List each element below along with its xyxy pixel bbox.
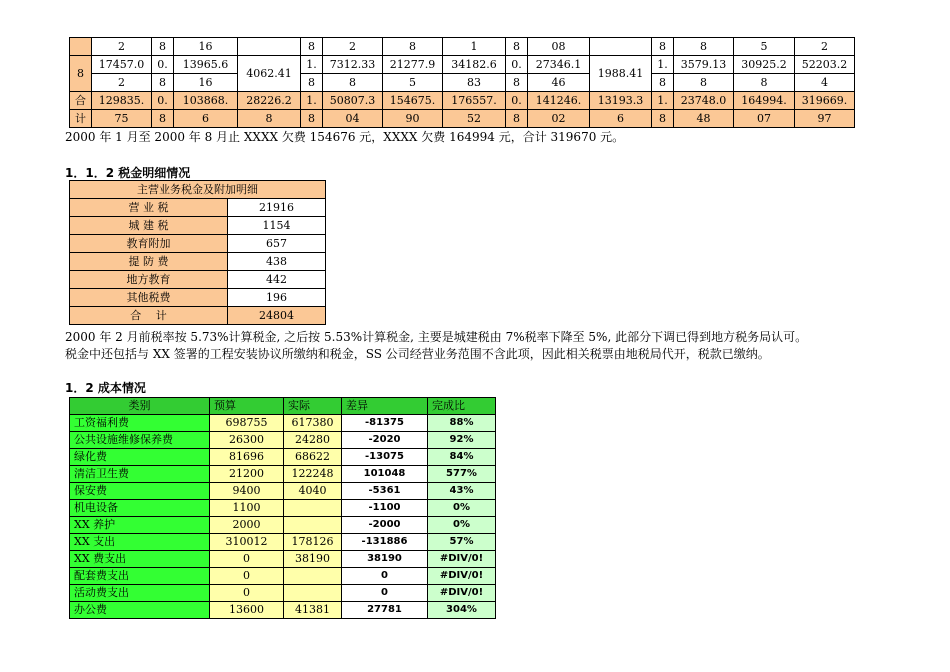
arrears-cell: 8 bbox=[506, 38, 528, 56]
cost-row bbox=[70, 568, 496, 585]
arrears-cell: 1. bbox=[652, 56, 674, 74]
arrears-cell: 4062.41 bbox=[238, 56, 301, 92]
cost-category: 保安费 bbox=[70, 483, 210, 500]
arrears-cell: 154675. bbox=[383, 92, 443, 110]
cost-row bbox=[70, 534, 496, 551]
arrears-cell: 5 bbox=[734, 38, 795, 56]
cost-cell bbox=[284, 517, 342, 534]
arrears-cell: 52203.2 bbox=[795, 56, 855, 74]
arrears-cell: 8 bbox=[652, 38, 674, 56]
cost-cell: 27781 bbox=[342, 602, 428, 619]
tax-row bbox=[70, 235, 326, 253]
arrears-cell: 0. bbox=[506, 56, 528, 74]
cost-cell: 0% bbox=[428, 500, 496, 517]
cost-cell: 38190 bbox=[284, 551, 342, 568]
cost-category: 公共设施维修保养费 bbox=[70, 432, 210, 449]
cost-cell: 0 bbox=[342, 568, 428, 585]
arrears-cell: 04 bbox=[323, 110, 383, 128]
arrears-cell: 1 bbox=[443, 38, 506, 56]
tax-row bbox=[70, 217, 326, 235]
cost-cell: 84% bbox=[428, 449, 496, 466]
arrears-cell: 8 bbox=[506, 110, 528, 128]
cost-category: 配套费支出 bbox=[70, 568, 210, 585]
cost-row bbox=[70, 449, 496, 466]
cost-cell bbox=[284, 585, 342, 602]
arrears-cell: 319669. bbox=[795, 92, 855, 110]
arrears-cell: 129835. bbox=[92, 92, 152, 110]
cost-cell: -2000 bbox=[342, 517, 428, 534]
tax-label: 教育附加 bbox=[70, 235, 228, 253]
cost-cell: 41381 bbox=[284, 602, 342, 619]
cost-row bbox=[70, 415, 496, 432]
tax-row bbox=[70, 199, 326, 217]
arrears-cell: 48 bbox=[674, 110, 734, 128]
cost-cell: 0 bbox=[210, 551, 284, 568]
arrears-cell: 8 bbox=[152, 110, 174, 128]
arrears-cell: 8 bbox=[301, 110, 323, 128]
arrears-cell: 90 bbox=[383, 110, 443, 128]
arrears-cell: 0. bbox=[152, 92, 174, 110]
cost-row bbox=[70, 602, 496, 619]
cost-header-cell: 差异 bbox=[342, 398, 428, 415]
tax-value: 657 bbox=[228, 235, 326, 253]
cost-cell: 0 bbox=[210, 568, 284, 585]
arrears-cell: 8 bbox=[70, 56, 92, 92]
arrears-cell: 合 bbox=[70, 92, 92, 110]
arrears-cell: 8 bbox=[301, 38, 323, 56]
arrears-cell: 21277.9 bbox=[383, 56, 443, 74]
arrears-cell: 1. bbox=[652, 92, 674, 110]
arrears-cell: 52 bbox=[443, 110, 506, 128]
arrears-cell: 27346.1 bbox=[528, 56, 590, 74]
cost-category: XX 养护 bbox=[70, 517, 210, 534]
arrears-cell: 13965.6 bbox=[174, 56, 238, 74]
cost-category: 工资福利费 bbox=[70, 415, 210, 432]
arrears-cell: 16 bbox=[174, 74, 238, 92]
arrears-cell: 13193.3 bbox=[590, 92, 652, 110]
cost-row bbox=[70, 585, 496, 602]
arrears-cell: 8 bbox=[506, 74, 528, 92]
arrears-cell: 103868. bbox=[174, 92, 238, 110]
tax-note-agreement: 税金中还包括与 XX 签署的工程安装协议所缴纳和税金，SS 公司经营业务范围不含此项，因此相关税票由地税局代开，税款已缴纳。 bbox=[65, 347, 770, 361]
cost-cell: #DIV/0! bbox=[428, 551, 496, 568]
cost-cell: 57% bbox=[428, 534, 496, 551]
arrears-cell: 2 bbox=[323, 38, 383, 56]
arrears-cell: 83 bbox=[443, 74, 506, 92]
arrears-cell: 8 bbox=[152, 74, 174, 92]
tax-label: 合 计 bbox=[70, 307, 228, 325]
cost-category: 清洁卫生费 bbox=[70, 466, 210, 483]
arrears-cell: 5 bbox=[383, 74, 443, 92]
cost-category: 绿化费 bbox=[70, 449, 210, 466]
arrears-cell bbox=[590, 38, 652, 56]
cost-cell: -5361 bbox=[342, 483, 428, 500]
cost-cell: 81696 bbox=[210, 449, 284, 466]
tax-value: 442 bbox=[228, 271, 326, 289]
tax-label: 其他税费 bbox=[70, 289, 228, 307]
cost-cell: -1100 bbox=[342, 500, 428, 517]
arrears-cell: 8 bbox=[674, 74, 734, 92]
tax-row bbox=[70, 271, 326, 289]
cost-cell bbox=[284, 568, 342, 585]
arrears-cell: 6 bbox=[174, 110, 238, 128]
arrears-cell bbox=[70, 38, 92, 56]
arrears-cell: 8 bbox=[734, 74, 795, 92]
arrears-cell: 1988.41 bbox=[590, 56, 652, 92]
fee-arrears-table bbox=[69, 37, 855, 128]
cost-cell: 0% bbox=[428, 517, 496, 534]
cost-cell: 122248 bbox=[284, 466, 342, 483]
cost-cell: 24280 bbox=[284, 432, 342, 449]
cost-cell: 310012 bbox=[210, 534, 284, 551]
cost-cell: 43% bbox=[428, 483, 496, 500]
cost-cell: -131886 bbox=[342, 534, 428, 551]
arrears-cell: 2 bbox=[92, 74, 152, 92]
arrears-cell: 75 bbox=[92, 110, 152, 128]
arrears-cell: 0. bbox=[506, 92, 528, 110]
tax-label: 提 防 费 bbox=[70, 253, 228, 271]
cost-category: 活动费支出 bbox=[70, 585, 210, 602]
arrears-cell: 07 bbox=[734, 110, 795, 128]
arrears-cell: 1. bbox=[301, 92, 323, 110]
tax-value: 24804 bbox=[228, 307, 326, 325]
arrears-cell: 46 bbox=[528, 74, 590, 92]
cost-cell: 13600 bbox=[210, 602, 284, 619]
tax-label: 地方教育 bbox=[70, 271, 228, 289]
tax-detail-table bbox=[69, 180, 326, 325]
tax-value: 196 bbox=[228, 289, 326, 307]
cost-cell: -81375 bbox=[342, 415, 428, 432]
arrears-cell: 97 bbox=[795, 110, 855, 128]
arrears-cell: 164994. bbox=[734, 92, 795, 110]
arrears-row bbox=[70, 38, 855, 56]
arrears-cell: 8 bbox=[323, 74, 383, 92]
arrears-cell: 8 bbox=[152, 38, 174, 56]
tax-label: 城 建 税 bbox=[70, 217, 228, 235]
cost-section-heading: 1．2 成本情况 bbox=[65, 381, 146, 395]
arrears-cell: 50807.3 bbox=[323, 92, 383, 110]
cost-header-cell: 实际 bbox=[284, 398, 342, 415]
cost-category: 办公费 bbox=[70, 602, 210, 619]
cost-cell: 9400 bbox=[210, 483, 284, 500]
cost-cell: 577% bbox=[428, 466, 496, 483]
arrears-cell: 2 bbox=[92, 38, 152, 56]
tax-value: 1154 bbox=[228, 217, 326, 235]
arrears-cell: 计 bbox=[70, 110, 92, 128]
arrears-row bbox=[70, 110, 855, 128]
cost-category: 机电设备 bbox=[70, 500, 210, 517]
arrears-cell: 0. bbox=[152, 56, 174, 74]
arrears-cell bbox=[238, 38, 301, 56]
cost-cell: 92% bbox=[428, 432, 496, 449]
cost-row bbox=[70, 432, 496, 449]
cost-cell: 617380 bbox=[284, 415, 342, 432]
cost-cell: 38190 bbox=[342, 551, 428, 568]
cost-cell: 1100 bbox=[210, 500, 284, 517]
tax-value: 438 bbox=[228, 253, 326, 271]
cost-header-cell: 类别 bbox=[70, 398, 210, 415]
arrears-cell: 23748.0 bbox=[674, 92, 734, 110]
cost-row bbox=[70, 500, 496, 517]
tax-label: 营 业 税 bbox=[70, 199, 228, 217]
arrears-cell: 8 bbox=[301, 74, 323, 92]
cost-cell: 0 bbox=[342, 585, 428, 602]
arrears-cell: 34182.6 bbox=[443, 56, 506, 74]
cost-cell: -13075 bbox=[342, 449, 428, 466]
cost-cell: 178126 bbox=[284, 534, 342, 551]
cost-cell: 4040 bbox=[284, 483, 342, 500]
cost-header-cell: 完成比 bbox=[428, 398, 496, 415]
arrears-cell: 4 bbox=[795, 74, 855, 92]
tax-row bbox=[70, 307, 326, 325]
arrears-cell: 30925.2 bbox=[734, 56, 795, 74]
cost-category: XX 费支出 bbox=[70, 551, 210, 568]
cost-cell: #DIV/0! bbox=[428, 568, 496, 585]
cost-cell: 68622 bbox=[284, 449, 342, 466]
arrears-cell: 176557. bbox=[443, 92, 506, 110]
cost-table bbox=[69, 397, 496, 619]
cost-cell: 26300 bbox=[210, 432, 284, 449]
arrears-cell: 02 bbox=[528, 110, 590, 128]
arrears-cell: 08 bbox=[528, 38, 590, 56]
cost-cell: -2020 bbox=[342, 432, 428, 449]
tax-row bbox=[70, 253, 326, 271]
cost-header-cell: 预算 bbox=[210, 398, 284, 415]
cost-cell: 101048 bbox=[342, 466, 428, 483]
cost-cell: 21200 bbox=[210, 466, 284, 483]
arrears-cell: 8 bbox=[674, 38, 734, 56]
arrears-row bbox=[70, 74, 855, 92]
cost-row bbox=[70, 517, 496, 534]
tax-note-rate: 2000 年 2 月前税率按 5.73%计算税金, 之后按 5.53%计算税金, 主要是城建税由 7%税率下降至 5%, 此部分下调已得到地方税务局认可。 bbox=[65, 330, 808, 344]
arrears-cell: 8 bbox=[652, 74, 674, 92]
arrears-row bbox=[70, 56, 855, 74]
cost-cell: 0 bbox=[210, 585, 284, 602]
tax-row bbox=[70, 289, 326, 307]
arrears-cell: 8 bbox=[238, 110, 301, 128]
cost-row bbox=[70, 551, 496, 568]
tax-section-heading: 1．1．2 税金明细情况 bbox=[65, 166, 191, 180]
tax-table-title: 主营业务税金及附加明细 bbox=[70, 181, 326, 199]
tax-value: 21916 bbox=[228, 199, 326, 217]
cost-cell bbox=[284, 500, 342, 517]
arrears-cell: 28226.2 bbox=[238, 92, 301, 110]
arrears-cell: 1. bbox=[301, 56, 323, 74]
arrears-cell: 8 bbox=[652, 110, 674, 128]
cost-cell: 88% bbox=[428, 415, 496, 432]
arrears-cell: 7312.33 bbox=[323, 56, 383, 74]
arrears-cell: 16 bbox=[174, 38, 238, 56]
arrears-row bbox=[70, 92, 855, 110]
arrears-cell: 6 bbox=[590, 110, 652, 128]
cost-category: XX 支出 bbox=[70, 534, 210, 551]
cost-cell: 2000 bbox=[210, 517, 284, 534]
arrears-cell: 3579.13 bbox=[674, 56, 734, 74]
arrears-cell: 8 bbox=[383, 38, 443, 56]
arrears-cell: 141246. bbox=[528, 92, 590, 110]
arrears-cell: 17457.0 bbox=[92, 56, 152, 74]
cost-cell: 698755 bbox=[210, 415, 284, 432]
cost-cell: #DIV/0! bbox=[428, 585, 496, 602]
arrears-cell: 2 bbox=[795, 38, 855, 56]
cost-row bbox=[70, 466, 496, 483]
cost-row bbox=[70, 483, 496, 500]
arrears-summary-text: 2000 年 1 月至 2000 年 8 月止 XXXX 欠费 154676 元，XXXX 欠费 164994 元，合计 319670 元。 bbox=[65, 130, 625, 144]
cost-cell: 304% bbox=[428, 602, 496, 619]
